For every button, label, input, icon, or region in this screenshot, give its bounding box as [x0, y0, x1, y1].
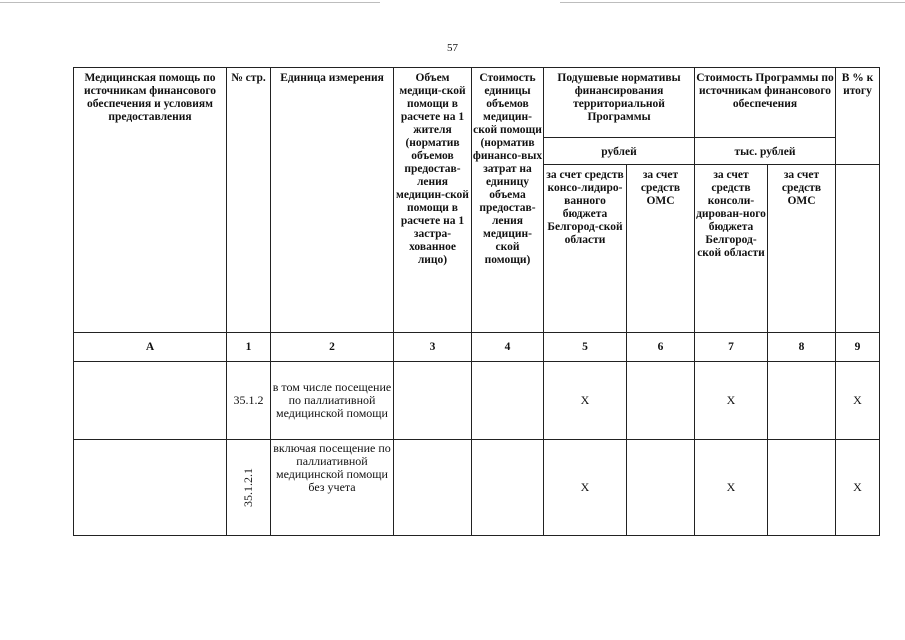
- row-label: [74, 440, 227, 536]
- header-col-8: за счет средств ОМС: [768, 165, 836, 333]
- row-unit: включая посещение по паллиативной медицинской помощи без учета: [271, 440, 394, 536]
- header-col-a: Медицинская помощь по источникам финансового обеспечения и условиям предоставления: [74, 68, 227, 333]
- col-num-8: 8: [768, 333, 836, 362]
- header-col-9-empty: [836, 165, 880, 333]
- cell-col-9: Х: [836, 362, 880, 440]
- cell-col-5: Х: [544, 362, 627, 440]
- col-num-4: 4: [472, 333, 544, 362]
- header-col-1: № стр.: [227, 68, 271, 333]
- cell-col-3: [394, 440, 472, 536]
- top-rule-left: [0, 2, 380, 3]
- col-num-2: 2: [271, 333, 394, 362]
- header-col-6: за счет средств ОМС: [627, 165, 695, 333]
- header-group-cost: Стоимость Программы по источникам финансового обеспечения: [695, 68, 836, 138]
- col-num-a: А: [74, 333, 227, 362]
- col-num-7: 7: [695, 333, 768, 362]
- page-number: 57: [447, 42, 458, 54]
- cell-col-6: [627, 440, 695, 536]
- header-col-2: Единица измерения: [271, 68, 394, 333]
- cell-col-4: [472, 440, 544, 536]
- col-num-3: 3: [394, 333, 472, 362]
- row-label: [74, 362, 227, 440]
- col-num-9: 9: [836, 333, 880, 362]
- cell-col-9: Х: [836, 440, 880, 536]
- budget-table: [73, 67, 880, 536]
- header-col-3: Объем медици-ской помощи в расчете на 1 жителя (норматив объемов предостав-ления медицин-ской помощи в расчете на 1 застра-хованное лицо): [394, 68, 472, 333]
- header-col-9: В % к итогу: [836, 68, 880, 165]
- header-unit-rub: рублей: [544, 138, 695, 165]
- cell-col-8: [768, 440, 836, 536]
- top-rule-right: [560, 2, 905, 3]
- cell-col-6: [627, 362, 695, 440]
- col-num-6: 6: [627, 333, 695, 362]
- cell-col-3: [394, 362, 472, 440]
- header-group-normatives: Подушевые нормативы финансирования территориальной Программы: [544, 68, 695, 138]
- row-line-number-cell: [227, 440, 271, 536]
- cell-col-7: Х: [695, 362, 768, 440]
- cell-col-4: [472, 362, 544, 440]
- header-col-4: Стоимость единицы объемов медицин-ской помощи (норматив финансо-вых затрат на единицу объема предостав-ления медицин-ской помощи): [472, 68, 544, 333]
- header-col-5: за счет средств консо-лидиро-ванного бюджета Белгород-ской области: [544, 165, 627, 333]
- header-unit-thous: тыс. рублей: [695, 138, 836, 165]
- header-col-7: за счет средств консоли-дирован-ного бюджета Белгород-ской области: [695, 165, 768, 333]
- column-number-row: [74, 333, 880, 362]
- cell-col-8: [768, 362, 836, 440]
- row-line-number: 35.1.2: [227, 362, 271, 440]
- col-num-1: 1: [227, 333, 271, 362]
- cell-col-5: Х: [544, 440, 627, 536]
- table-row: [74, 362, 880, 440]
- header-row: [74, 68, 880, 138]
- col-num-5: 5: [544, 333, 627, 362]
- table-row: [74, 440, 880, 536]
- cell-col-7: Х: [695, 440, 768, 536]
- row-unit: в том числе посещение по паллиативной медицинской помощи: [271, 362, 394, 440]
- row-line-number: 35.1.2.1: [241, 468, 255, 507]
